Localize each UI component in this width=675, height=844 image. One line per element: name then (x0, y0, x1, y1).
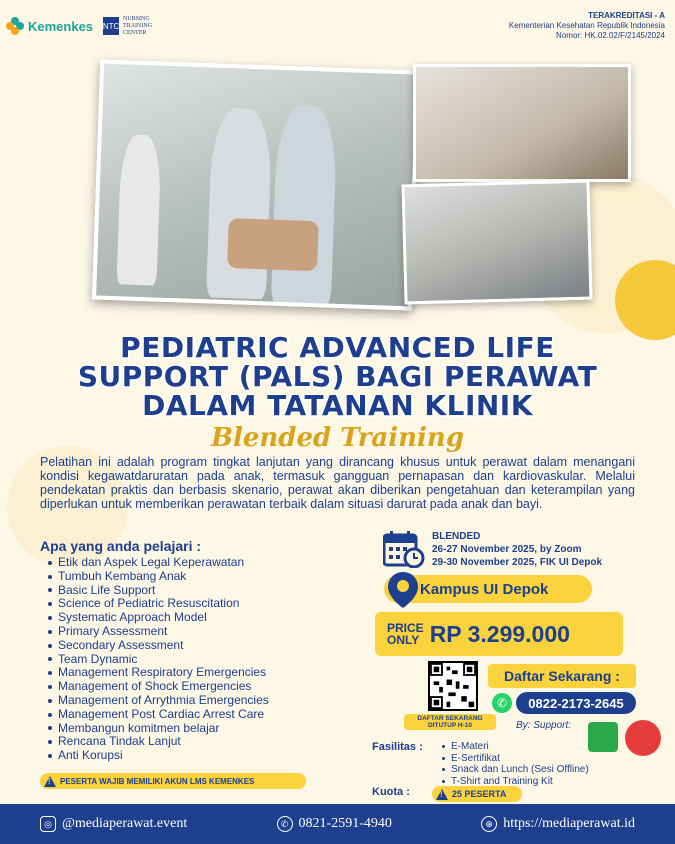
quota-badge (432, 786, 522, 802)
training-photo-top-right (413, 64, 631, 182)
qr-caption-line1: DAFTAR SEKARANG (417, 715, 483, 722)
list-item: T-Shirt and Training Kit (442, 776, 589, 788)
ntc-logo (103, 16, 152, 37)
ntc-line1: NURSING (123, 15, 150, 22)
list-item: Management Post Cardiac Arrest Care (48, 708, 269, 722)
footer-whatsapp[interactable] (277, 816, 392, 832)
instagram-icon: ◎ (40, 816, 56, 832)
support-label: By: Support: (516, 720, 572, 731)
list-item: Primary Assessment (48, 625, 269, 639)
header (6, 8, 665, 44)
calendar-icon (383, 530, 425, 568)
list-item: Snack dan Lunch (Sesi Offline) (442, 764, 589, 776)
ntc-icon: NTC (103, 17, 119, 35)
warning-text: PESERTA WAJIB MEMILIKI AKUN LMS KEMENKES (60, 776, 255, 786)
description: Pelatihan ini adalah program tingkat lanjutan yang dirancang khusus untuk perawat dalam menangani kondisi kegawatdaruratan pada anak, termasuk gangguan pernapasan dan kardiovaskular. Melalui pendekatan praktis dan berbasis skenario, perawat akan diberikan pengetahuan dan keterampilan yang diperlukan untuk memberikan perawatan terbaik dalam situasi darurat pada anak dan bayi. (40, 455, 635, 511)
location-pin-icon (386, 570, 420, 610)
whatsapp-icon: ✆ (277, 816, 293, 832)
training-photo-main (92, 59, 420, 310)
list-item: Systematic Approach Model (48, 611, 269, 625)
lms-warning (40, 773, 306, 789)
qr-caption-line2: DITUTUP H-10 (428, 722, 472, 729)
accreditation-number: Nomor: HK.02.02/F/2145/2024 (556, 31, 665, 40)
warning-icon (44, 776, 56, 787)
kemenkes-logo (6, 17, 93, 35)
price-value: RP 3.299.000 (429, 620, 570, 647)
kemenkes-label: Kemenkes (28, 18, 94, 34)
quota-heading: Kuota : (372, 786, 410, 798)
price-box (375, 612, 623, 656)
list-item: Etik dan Aspek Legal Keperawatan (48, 556, 269, 570)
support-logo-2 (625, 720, 661, 756)
schedule-date-offline: 29-30 November 2025, FIK UI Depok (432, 557, 603, 568)
accreditation-block (509, 11, 665, 41)
website-url: https://mediaperawat.id (503, 816, 635, 831)
instagram-handle: @mediaperawat.event (62, 816, 188, 831)
list-item: Tumbuh Kembang Anak (48, 570, 269, 584)
ntc-line3: CENTER (123, 29, 147, 36)
location-text: Kampus UI Depok (420, 580, 549, 598)
list-item: Management of Arrythmia Emergencies (48, 694, 269, 708)
list-item: Team Dynamic (48, 653, 269, 667)
list-item: E-Materi (442, 741, 589, 753)
footer (0, 804, 675, 844)
schedule-date-online: 26-27 November 2025, by Zoom (432, 544, 582, 555)
ntc-line2: TRAINING (123, 22, 153, 29)
kemenkes-leaf-icon (6, 17, 24, 35)
register-phone[interactable]: 0822-2173-2645 (516, 692, 636, 714)
list-item: Management Respiratory Emergencies (48, 666, 269, 680)
footer-instagram[interactable] (40, 816, 187, 832)
footer-website[interactable] (481, 816, 635, 832)
title-line2: SUPPORT (PALS) BAGI PERAWAT (77, 360, 598, 393)
schedule-mode: BLENDED (432, 531, 481, 542)
ministry: Kementerian Kesehatan Republik Indonesia (508, 21, 665, 30)
list-item: Membangun komitmen belajar (48, 722, 269, 736)
quota-value: 25 PESERTA (452, 789, 507, 799)
support-logo-1 (588, 722, 618, 752)
list-item: Anti Korupsi (48, 749, 269, 763)
list-item: E-Sertifikat (442, 753, 589, 765)
list-item: Management of Shock Emergencies (48, 680, 269, 694)
price-label-1: PRICE (387, 621, 424, 635)
register-now-label: Daftar Sekarang : (488, 664, 636, 688)
whatsapp-icon[interactable]: ✆ (492, 693, 512, 713)
qr-caption (404, 714, 496, 730)
globe-icon: ⊕ (481, 816, 497, 832)
title-line1: PEDIATRIC ADVANCED LIFE (120, 331, 555, 364)
learn-list (48, 556, 269, 763)
training-photo-bottom-right (401, 180, 592, 305)
price-label-2: ONLY (387, 633, 420, 647)
list-item: Rencana Tindak Lanjut (48, 735, 269, 749)
list-item: Secondary Assessment (48, 639, 269, 653)
subtitle: Blended Training (211, 423, 464, 453)
learn-heading: Apa yang anda pelajari : (40, 538, 202, 554)
title-line3: DALAM TATANAN KLINIK (142, 389, 533, 422)
whatsapp-number: 0821-2591-4940 (298, 816, 392, 831)
page-title (0, 333, 675, 420)
list-item: Science of Pediatric Resuscitation (48, 597, 269, 611)
facilities-list (442, 741, 589, 787)
registration-qr-code[interactable] (428, 661, 478, 711)
facilities-heading: Fasilitas : (372, 741, 423, 753)
accreditation: TERAKREDITASI - A (588, 11, 665, 20)
schedule-block (432, 530, 602, 569)
warning-icon (436, 789, 448, 800)
list-item: Basic Life Support (48, 584, 269, 598)
